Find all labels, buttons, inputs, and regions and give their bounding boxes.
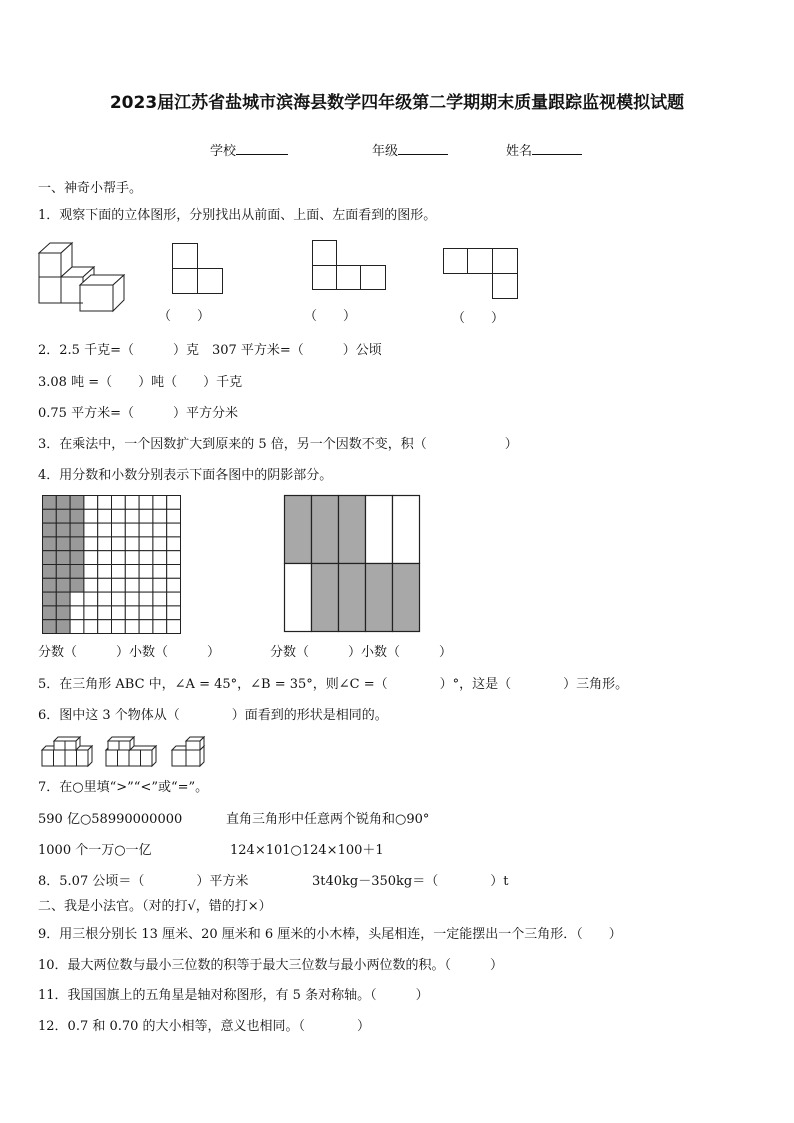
grid-cell <box>139 537 153 551</box>
grid-cell <box>139 606 153 620</box>
name-blank[interactable] <box>532 142 582 155</box>
grid-cell <box>167 565 181 579</box>
bar-cell-shaded <box>366 564 393 632</box>
exam-title: 2023届江苏省盐城市滨海县数学四年级第二学期期末质量跟踪监视模拟试题 <box>109 93 685 113</box>
bar-cell-shaded <box>339 496 366 564</box>
question-2b[interactable]: 3.08 吨 =（ ）吨（ ）千克 <box>38 375 243 390</box>
grid-cell <box>153 620 167 634</box>
grid-cell <box>153 509 167 523</box>
grid-cell <box>112 537 126 551</box>
grid-cell <box>153 551 167 565</box>
grid-cell-shaded <box>43 592 57 606</box>
question-4: 4．用分数和小数分别表示下面各图中的阴影部分。 <box>38 468 333 483</box>
q4-left-answer[interactable]: 分数（ ）小数（ ） <box>38 645 221 660</box>
question-8a[interactable]: 8．5.07 公顷＝（ ）平方米 <box>38 874 249 889</box>
grid-cell <box>70 606 84 620</box>
grid-cell <box>139 565 153 579</box>
q6-object-3 <box>170 736 210 770</box>
grid-cell <box>125 620 139 634</box>
grid-cell <box>84 592 98 606</box>
question-10[interactable]: 10．最大两位数与最小三位数的积等于最大三位数与最小两位数的积。（ ） <box>38 958 504 973</box>
question-7: 7．在○里填“>”“<”或“=”。 <box>38 780 209 795</box>
question-12[interactable]: 12．0.7 和 0.70 的大小相等，意义也相同。（ ） <box>38 1019 371 1034</box>
q1-answer-a[interactable]: （ ） <box>158 309 211 324</box>
grid-cell <box>139 509 153 523</box>
grid-cell <box>167 537 181 551</box>
bar-cell-shaded <box>285 496 312 564</box>
grid-cell <box>112 606 126 620</box>
section-2-heading: 二、我是小法官。（对的打√，错的打×） <box>38 899 272 914</box>
grid-cell-shaded <box>43 496 57 510</box>
grid-cell <box>84 606 98 620</box>
grid-cell <box>125 565 139 579</box>
grid-cell <box>167 592 181 606</box>
grid-cell <box>70 592 84 606</box>
grid-cell <box>112 620 126 634</box>
grid-cell-shaded <box>56 565 70 579</box>
grid-cell <box>98 606 112 620</box>
grid-cell-shaded <box>56 523 70 537</box>
q1-answer-b[interactable]: （ ） <box>304 309 357 324</box>
grid-cell <box>98 565 112 579</box>
grid-cell <box>167 551 181 565</box>
q4-right-answer[interactable]: 分数（ ）小数（ ） <box>270 645 453 660</box>
grid-cell <box>125 606 139 620</box>
question-5[interactable]: 5．在三角形 ABC 中，∠A = 45°，∠B = 35°，则∠C =（ ）°，这是（ ）三角形。 <box>38 677 629 692</box>
name-label: 姓名 <box>506 144 533 159</box>
grid-cell-shaded <box>43 551 57 565</box>
question-7c[interactable]: 1000 个一万○一亿 <box>38 843 152 858</box>
question-2c[interactable]: 0.75 平方米=（ ）平方分米 <box>38 406 238 421</box>
grid-cell <box>98 620 112 634</box>
grid-cell-shaded <box>56 551 70 565</box>
grid-cell <box>84 578 98 592</box>
q1-view-a <box>172 243 232 303</box>
grid-cell <box>153 565 167 579</box>
bar-cell-shaded <box>339 564 366 632</box>
grid-cell <box>112 578 126 592</box>
q4-hundred-grid <box>42 495 182 635</box>
grid-cell <box>84 565 98 579</box>
grid-cell <box>139 523 153 537</box>
grid-cell <box>139 551 153 565</box>
grid-cell <box>139 592 153 606</box>
grid-cell <box>84 509 98 523</box>
grid-cell-shaded <box>43 606 57 620</box>
question-3[interactable]: 3．在乘法中，一个因数扩大到原来的 5 倍，另一个因数不变，积（ ） <box>38 437 518 452</box>
grid-cell <box>98 509 112 523</box>
grid-cell <box>153 592 167 606</box>
grid-cell <box>98 537 112 551</box>
bar-cell-shaded <box>393 564 420 632</box>
grid-cell-shaded <box>70 496 84 510</box>
grid-cell <box>84 523 98 537</box>
grid-cell <box>167 496 181 510</box>
grade-label: 年级 <box>372 144 399 159</box>
question-9[interactable]: 9．用三根分别长 13 厘米、20 厘米和 6 厘米的小木棒，头尾相连，一定能摆出一个三角形．（ ） <box>38 927 622 942</box>
school-field[interactable] <box>210 140 288 159</box>
bar-cell-shaded <box>312 564 339 632</box>
grid-cell <box>153 537 167 551</box>
grid-cell-shaded <box>43 578 57 592</box>
question-7a[interactable]: 590 亿○58990000000 <box>38 812 183 827</box>
grid-cell <box>125 551 139 565</box>
grid-cell <box>125 509 139 523</box>
grid-cell <box>84 551 98 565</box>
bar-cell <box>366 496 393 564</box>
grid-cell-shaded <box>56 537 70 551</box>
grid-cell <box>125 578 139 592</box>
grid-cell <box>84 620 98 634</box>
grid-cell-shaded <box>56 606 70 620</box>
grid-cell-shaded <box>43 565 57 579</box>
grid-cell <box>125 537 139 551</box>
q1-view-b <box>312 240 392 300</box>
q6-object-1 <box>40 736 100 770</box>
grid-cell <box>167 620 181 634</box>
grid-cell <box>153 606 167 620</box>
bar-cell <box>285 564 312 632</box>
grid-cell <box>112 551 126 565</box>
grade-blank[interactable] <box>398 142 448 155</box>
grid-cell <box>84 496 98 510</box>
grid-cell <box>139 496 153 510</box>
grid-cell <box>125 523 139 537</box>
name-field[interactable] <box>506 140 582 159</box>
q4-bar-figure <box>284 495 424 635</box>
grid-cell-shaded <box>70 578 84 592</box>
q6-object-2 <box>104 736 164 770</box>
grid-cell <box>84 537 98 551</box>
school-blank[interactable] <box>236 142 288 155</box>
grid-cell <box>112 496 126 510</box>
grid-cell <box>98 592 112 606</box>
question-7b[interactable]: 直角三角形中任意两个锐角和○90° <box>226 812 430 827</box>
grid-cell <box>112 565 126 579</box>
grid-cell <box>70 620 84 634</box>
grid-cell-shaded <box>70 537 84 551</box>
question-1: 1．观察下面的立体图形，分别找出从前面、上面、左面看到的图形。 <box>38 208 437 223</box>
bar-cell-shaded <box>312 496 339 564</box>
grid-cell <box>167 523 181 537</box>
grid-cell <box>125 592 139 606</box>
grid-cell <box>153 523 167 537</box>
question-8b[interactable]: 3t40kg－350kg＝（ ）t <box>312 874 509 889</box>
grid-cell-shaded <box>56 496 70 510</box>
grid-cell-shaded <box>70 523 84 537</box>
q1-solid-figure <box>36 238 136 318</box>
grid-cell <box>98 523 112 537</box>
grade-field[interactable] <box>372 140 448 159</box>
grid-cell-shaded <box>56 578 70 592</box>
question-2a[interactable]: 2．2.5 千克=（ ）克 307 平方米=（ ）公顷 <box>38 343 382 358</box>
grid-cell <box>125 496 139 510</box>
grid-cell <box>112 523 126 537</box>
grid-cell <box>98 578 112 592</box>
grid-cell <box>98 551 112 565</box>
grid-cell-shaded <box>43 509 57 523</box>
grid-cell-shaded <box>70 565 84 579</box>
q1-answer-c[interactable]: （ ） <box>452 311 505 326</box>
grid-cell-shaded <box>70 551 84 565</box>
grid-cell <box>139 578 153 592</box>
grid-cell <box>112 592 126 606</box>
grid-cell <box>153 496 167 510</box>
bar-cell <box>393 496 420 564</box>
grid-cell <box>139 620 153 634</box>
grid-cell-shaded <box>43 523 57 537</box>
grid-cell-shaded <box>70 509 84 523</box>
question-7d[interactable]: 124×101○124×100＋1 <box>230 843 384 858</box>
grid-cell-shaded <box>56 592 70 606</box>
grid-cell-shaded <box>43 620 57 634</box>
grid-cell-shaded <box>56 620 70 634</box>
grid-cell <box>167 509 181 523</box>
grid-cell <box>98 496 112 510</box>
school-label: 学校 <box>210 144 237 159</box>
grid-cell-shaded <box>43 537 57 551</box>
grid-cell <box>167 578 181 592</box>
question-11[interactable]: 11．我国国旗上的五角星是轴对称图形，有 5 条对称轴。（ ） <box>38 988 429 1003</box>
q1-view-c <box>443 248 523 308</box>
grid-cell-shaded <box>56 509 70 523</box>
grid-cell <box>153 578 167 592</box>
section-1-heading: 一、神奇小帮手。 <box>38 181 143 196</box>
grid-cell <box>112 509 126 523</box>
grid-cell <box>167 606 181 620</box>
question-6[interactable]: 6．图中这 3 个物体从（ ）面看到的形状是相同的。 <box>38 708 388 723</box>
